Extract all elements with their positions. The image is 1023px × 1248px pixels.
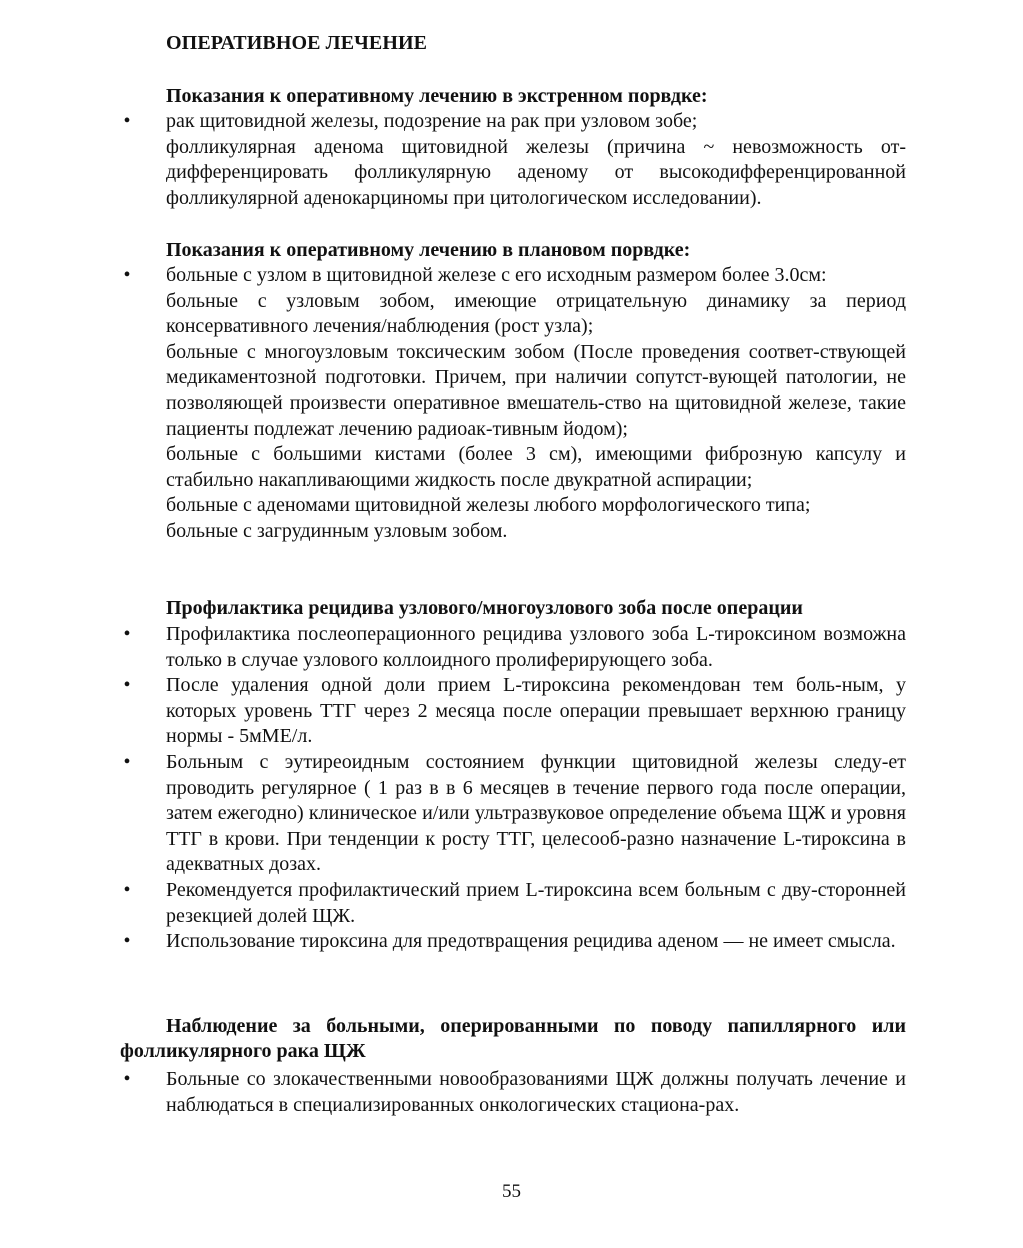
page-number: 55 (502, 1181, 521, 1202)
list-item-text: После удаления одной доли прием L-тироксина рекомендован тем боль-ным, у которых уровень ТТГ через 2 месяца после операции превышает верхнюю границу нормы - 5мМЕ/л. (166, 674, 906, 748)
section-body-cancer-follow-up (123, 1067, 906, 1118)
section-body-urgent-indications (123, 109, 906, 211)
bullet-icon: • (123, 674, 131, 697)
list-item-text: больные с многоузловым токсическим зобом (После проведения соответ-ствующей медикаментозной подготовки. Причем, при наличии сопутст-вующей патологии, не позволяющей произвести оперативное вмешатель-ство на щитовидной железе, такие пациенты подлежат лечению радиоак-тивным йодом); (166, 340, 906, 440)
list-item-text: Профилактика послеоперационного рецидива узлового зоба L-тироксином возможна только в случае узлового коллоидного пролиферирующего зоба. (166, 623, 906, 671)
list-item (123, 1067, 906, 1118)
list-item (123, 673, 906, 750)
section-heading-cancer-follow-up: Наблюдение за больными, оперированными по поводу папиллярного или фолликулярного рака ЩЖ (120, 1015, 906, 1062)
list-item-text: Рекомендуется профилактический прием L-тироксина всем больным с дву-сторонней резекцией долей ЩЖ. (166, 878, 906, 927)
section-heading-relapse-prevention: Профилактика рецидива узлового/многоузлового зоба после операции (166, 597, 803, 619)
list-item (123, 263, 906, 289)
list-item-text: больные с узловым зобом, имеющие отрицательную динамику за период консервативного лечения/наблюдения (рост узла); (166, 289, 906, 338)
list-item-text: больные с загрудинным узловым зобом. (166, 519, 508, 542)
list-item (123, 750, 906, 878)
bullet-icon: • (123, 110, 131, 132)
bullet-icon: • (123, 264, 131, 286)
list-item-text: Больные со злокачественными новообразованиями ЩЖ должны получать лечение и наблюдаться в специализированных онкологических стациона-рах. (166, 1068, 906, 1116)
section-heading-urgent-indications: Показания к оперативному лечению в экстренном порвдке: (166, 85, 708, 107)
list-item-text: больные с большими кистами (более 3 см), имеющими фиброзную капсулу и стабильно накапливающими жидкость после двукратной аспирации; (166, 443, 906, 491)
bullet-icon: • (123, 930, 131, 953)
list-item-text: Больным с эутиреоидным состоянием функции щитовидной железы следу-ет проводить регулярное ( 1 раз в в 6 месяцев в течение первого года после операции, затем ежегодно) клиническое и/или ультразвуковое определение объема ЩЖ и уровня ТТГ в крови. При тенденции к росту ТТГ, целесооб-разно назначение L-тироксина в адекватных дозах. (166, 750, 906, 876)
section-body-relapse-prevention (123, 622, 906, 955)
list-item (123, 878, 906, 929)
bullet-icon: • (123, 1068, 131, 1090)
section-heading-planned-indications: Показания к оперативному лечению в плановом порвдке: (166, 239, 691, 261)
page-title: ОПЕРАТИВНОЕ ЛЕЧЕНИЕ (166, 32, 428, 54)
bullet-icon: • (123, 750, 131, 773)
bullet-icon: • (123, 623, 131, 645)
list-item-text: больные с аденомами щитовидной железы любого морфологического типа; (166, 494, 811, 517)
list-item (123, 109, 906, 135)
list-item-text: больные с узлом в щитовидной железе с его исходным размером более 3.0см: (166, 264, 827, 286)
list-item-text: Использование тироксина для предотвращения рецидива аденом — не имеет смысла. (166, 930, 896, 953)
list-item (123, 622, 906, 673)
list-item-text: фолликулярная аденома щитовидной железы (причина ~ невозможность от-дифференцировать фолликулярную аденому от высокодифференцированной фолликулярной аденокарциномы при цитологическом исследовании). (166, 135, 906, 209)
list-item (123, 929, 906, 955)
bullet-icon: • (123, 878, 131, 901)
section-body-planned-indications (123, 263, 906, 545)
list-item-text: рак щитовидной железы, подозрение на рак при узловом зобе; (166, 110, 698, 132)
